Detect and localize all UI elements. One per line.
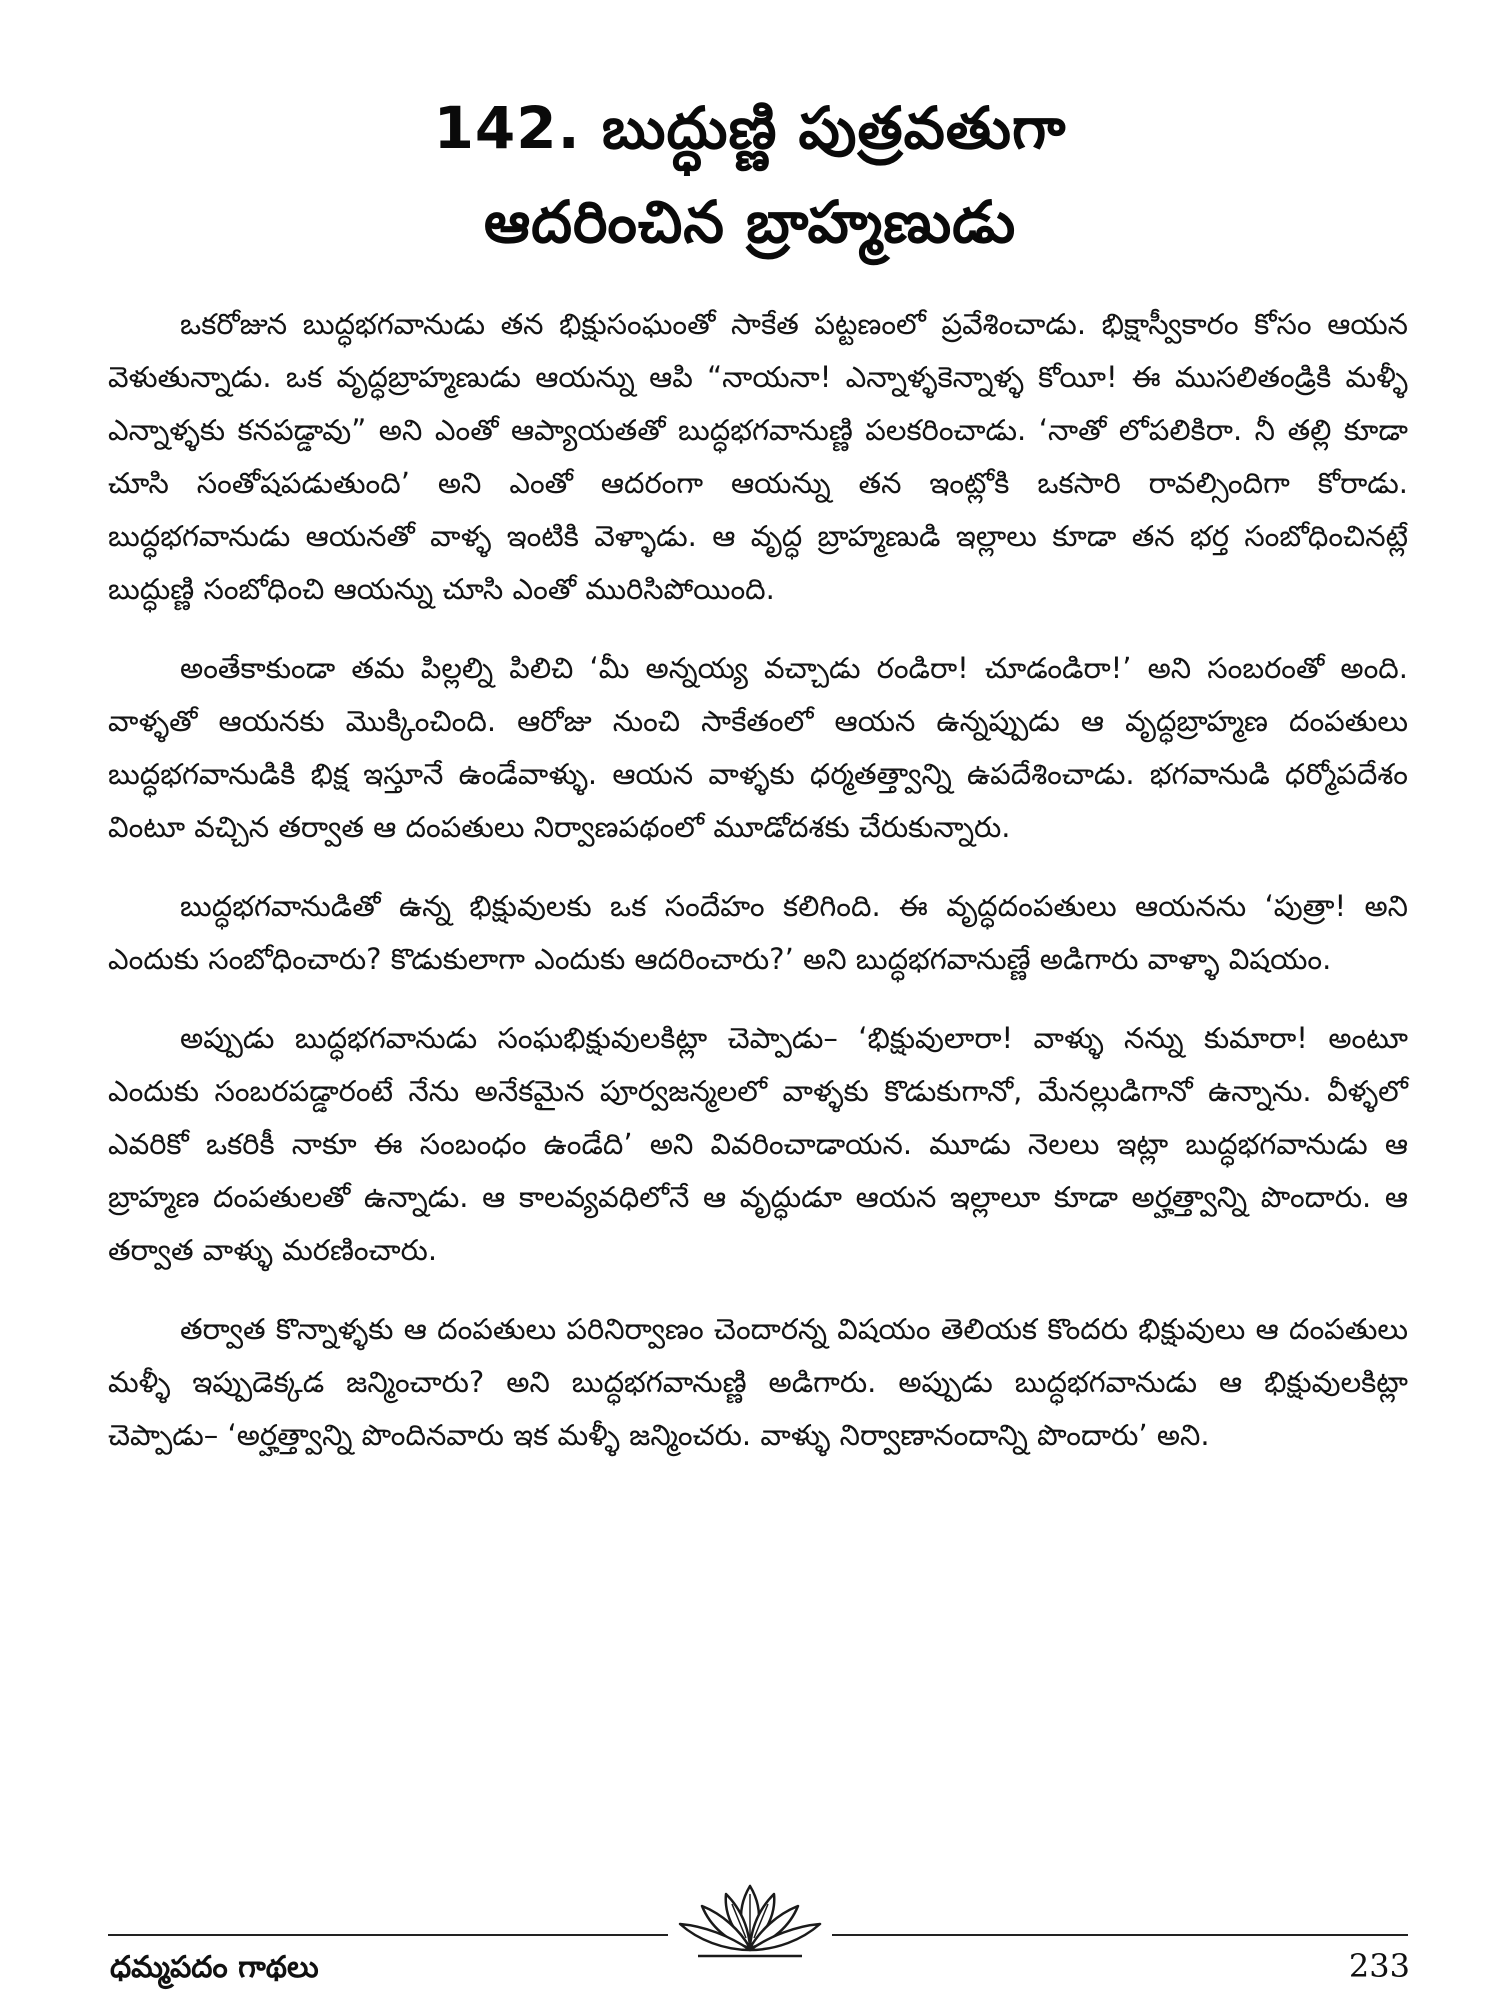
paragraph-3: బుద్ధభగవానుడితో ఉన్న భిక్షువులకు ఒక సందేహం కలిగింది. ఈ వృద్ధదంపతులు ఆయనను ‘పుత్రా! అని ఎందుకు సంబోధించారు? కొడుకులాగా ఎందుకు ఆదరించారు?’ అని బుద్ధభగవానుణ్ణే అడిగారు వాళ్ళా విషయం.: [108, 889, 1408, 976]
footer-rule-left: [108, 1934, 668, 1936]
paragraph-2: అంతేకాకుండా తమ పిల్లల్ని పిలిచి ‘మీ అన్నయ్య వచ్చాడు రండిరా! చూడండిరా!’ అని సంబరంతో అంది. వాళ్ళతో ఆయనకు మొక్కించింది. ఆరోజు నుంచి సాకేతంలో ఆయన ఉన్నప్పుడు ఆ వృద్ధబ్రాహ్మణ దంపతులు బుద్ధభగవానుడికి భిక్ష ఇస్తూనే ఉండేవాళ్ళు. ఆయన వాళ్ళకు ధర్మతత్త్వాన్ని ఉపదేశించాడు. భగవానుడి ధర్మోపదేశం వింటూ వచ్చిన తర్వాత ఆ దంపతులు నిర్వాణపథంలో మూడోదశకు చేరుకున్నారు.: [108, 651, 1408, 844]
paragraph-5: తర్వాత కొన్నాళ్ళకు ఆ దంపతులు పరినిర్వాణం చెందారన్న విషయం తెలియక కొందరు భిక్షువులు ఆ దంపతులు మళ్ళీ ఇప్పుడెక్కడ జన్మించారు? అని బుద్ధభగవానుణ్ణి అడిగారు. అప్పుడు బుద్ధభగవానుడు ఆ భిక్షువులకిట్లా చెప్పాడు– ‘అర్హత్త్వాన్ని పొందినవారు ఇక మళ్ళీ జన్మించరు. వాళ్ళు నిర్వాణానందాన్ని పొందారు’ అని.: [108, 1312, 1408, 1452]
page-number: 233: [1348, 1947, 1410, 1985]
paragraph-4: అప్పుడు బుద్ధభగవానుడు సంఘభిక్షువులకిట్లా చెప్పాడు– ‘భిక్షువులారా! వాళ్ళు నన్ను కుమారా! అంటూ ఎందుకు సంబరపడ్డారంటే నేను అనేకమైన పూర్వజన్మలలో వాళ్ళకు కొడుకుగానో, మేనల్లుడిగానో ఉన్నాను. వీళ్ళలో ఎవరికో ఒకరికీ నాకూ ఈ సంబంధం ఉండేది’ అని వివరించాడాయన. మూడు నెలలు ఇట్లా బుద్ధభగవానుడు ఆ బ్రాహ్మణ దంపతులతో ఉన్నాడు. ఆ కాలవ్యవధిలోనే ఆ వృద్ధుడూ ఆయన ఇల్లాలూ కూడా అర్హత్త్వాన్ని పొందారు. ఆ తర్వాత వాళ్ళు మరణించారు.: [108, 1021, 1408, 1267]
book-title-footer: ధమ్మపదం గాథలు: [110, 1950, 319, 1985]
paragraph-1: ఒకరోజున బుద్ధభగవానుడు తన భిక్షుసంఘంతో సాకేత పట్టణంలో ప్రవేశించాడు. భిక్షాస్వీకారం కోసం ఆయన వెళుతున్నాడు. ఒక వృద్ధబ్రాహ్మణుడు ఆయన్ను ఆపి “నాయనా! ఎన్నాళ్ళకెన్నాళ్ళ కోయీ! ఈ ముసలితండ్రికి మళ్ళీ ఎన్నాళ్ళకు కనపడ్డావు” అని ఎంతో ఆప్యాయతతో బుద్ధభగవానుణ్ణి పలకరించాడు. ‘నాతో లోపలికిరా. నీ తల్లి కూడా చూసి సంతోషపడుతుంది’ అని ఎంతో ఆదరంగా ఆయన్ను తన ఇంట్లోకి ఒకసారి రావల్సిందిగా కోరాడు. బుద్ధభగవానుడు ఆయనతో వాళ్ళ ఇంటికి వెళ్ళాడు. ఆ వృద్ధ బ్రాహ్మణుడి ఇల్లాలు కూడా తన భర్త సంబోధించినట్లే బుద్ధుణ్ణి సంబోధించి ఆయన్ను చూసి ఎంతో మురిసిపోయింది.: [108, 307, 1408, 606]
chapter-title-line-2: ఆదరించిన బ్రాహ్మణుడు: [483, 188, 1017, 256]
footer-rule-right: [832, 1934, 1408, 1936]
lotus-icon: [668, 1880, 832, 1960]
chapter-body: [108, 298, 1408, 1488]
chapter-title-line-1: 142. బుద్ధుణ్ణి పుత్రవతుగా: [433, 94, 1067, 162]
